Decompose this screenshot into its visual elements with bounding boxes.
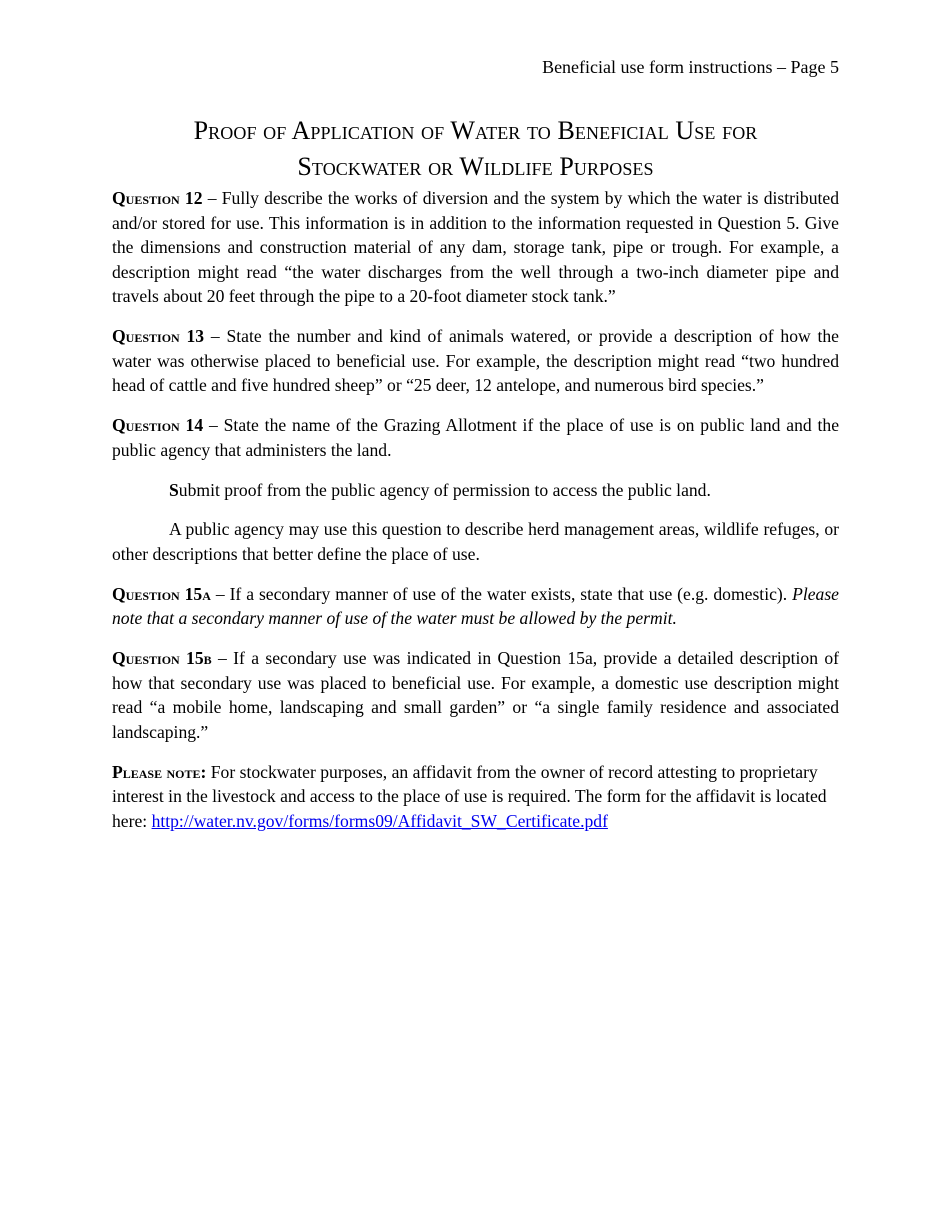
submit-proof-paragraph <box>112 478 839 503</box>
question-12-text: – Fully describe the works of diversion and the system by which the water is distributed and/or stored for use. This information is in addition to the information requested in Question 5. Give the dimensions and construction material of any dam, storage tank, pipe or trough. For example, a description might read “the water discharges from the well through a two-inch diameter pipe and travels about 20 feet through the pipe to a 20-foot diameter stock tank.” <box>112 188 839 307</box>
question-15a-italic-note: Please note that a secondary manner of use of the water must be allowed by the permit. <box>112 583 839 629</box>
question-15b-label: Question 15b <box>112 648 212 669</box>
document-body <box>112 186 839 849</box>
question-14-label: Question 14 <box>112 415 204 436</box>
submit-text: ubmit proof from the public agency of permission to access the public land. <box>178 479 711 500</box>
question-15a-text: – If a secondary manner of use of the water exists, state that use (e.g. domestic). <box>210 583 793 604</box>
page-header: Beneficial use form instructions – Page 5 <box>542 57 839 77</box>
title-line-1: Proof of Application of Water to Beneficial Use for <box>193 116 758 145</box>
question-15a-label: Question 15a <box>112 583 211 604</box>
question-13-text: – State the number and kind of animals watered, or provide a description of how the water was otherwise placed to beneficial use. For example, the description might read “two hundred head of cattle and five hundred sheep” or “25 deer, 12 antelope, and numerous bird species.” <box>112 326 839 396</box>
please-note-paragraph <box>112 760 839 834</box>
question-15b-text: – If a secondary use was indicated in Question 15a, provide a detailed description of how that secondary use was placed to beneficial use. For example, a domestic use description might read “a mobile home, landscaping and small garden” or “a single family residence and associated landscaping.” <box>112 648 839 742</box>
affidavit-link[interactable]: http://water.nv.gov/forms/forms09/Affidavit_SW_Certificate.pdf <box>151 810 608 831</box>
question-13-paragraph <box>112 324 839 398</box>
title-line-2: Stockwater or Wildlife Purposes <box>297 152 654 181</box>
question-12-paragraph <box>112 186 839 309</box>
submit-first-letter: S <box>169 479 179 500</box>
question-14-paragraph <box>112 413 839 462</box>
question-12-label: Question 12 <box>112 188 203 208</box>
question-15b-paragraph <box>112 646 839 744</box>
question-15a-paragraph <box>112 582 839 631</box>
question-13-label: Question 13 <box>112 326 205 347</box>
please-note-text: For stockwater purposes, an affidavit from the owner of record attesting to proprietary interest in the livestock and access to the place of use is required. The form for the affidavit is located here: <box>112 761 827 831</box>
page-title <box>92 113 859 185</box>
question-14-text: – State the name of the Grazing Allotment if the place of use is on public land and the public agency that administers the land. <box>112 415 840 460</box>
agency-note-paragraph <box>112 517 839 566</box>
agency-note-text: A public agency may use this question to describe herd management areas, wildlife refuges, or other descriptions that better define the place of use. <box>112 519 839 564</box>
please-note-label: Please note: <box>112 761 207 782</box>
